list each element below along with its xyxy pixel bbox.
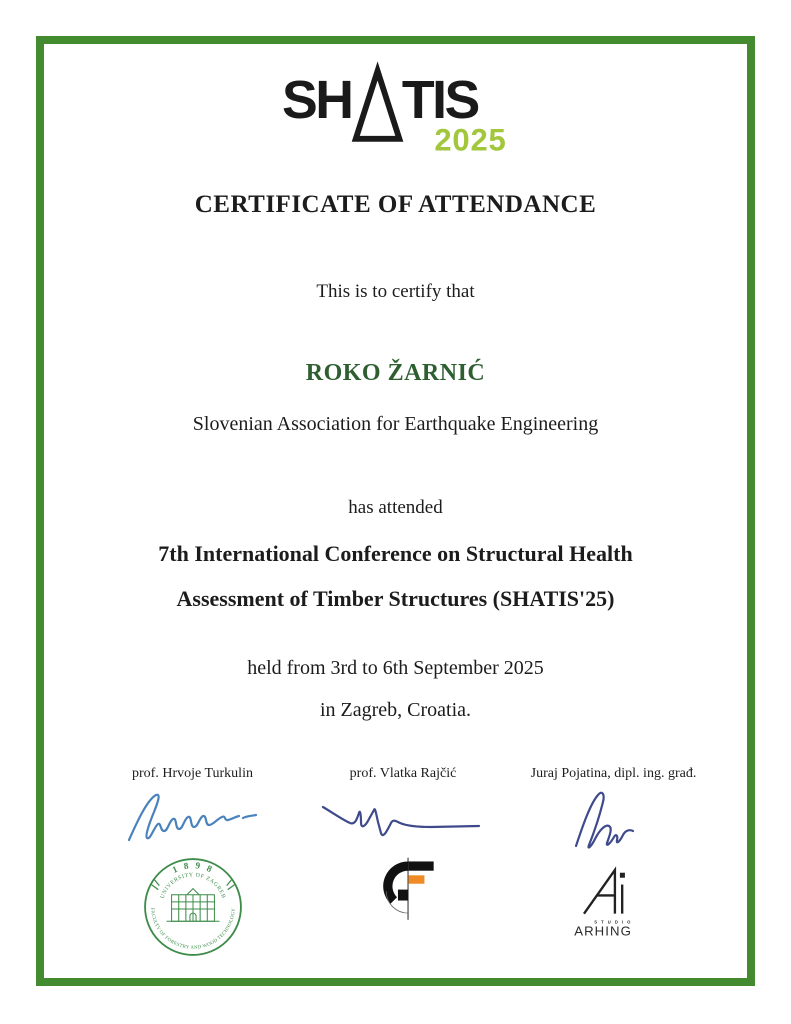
signatory-column-rajcic [301, 766, 506, 968]
faculty-civil-engineering-gf-logo [301, 856, 506, 968]
arhing-ai-monogram-icon [584, 870, 622, 914]
conference-title-line1: 7th International Conference on Structural Health [158, 541, 633, 566]
location-line: in Zagreb, Croatia. [319, 699, 472, 721]
recipient-name: ROKO ŽARNIĆ [305, 360, 486, 386]
studio-arhing-logo [511, 856, 716, 968]
logo-year: 2025 [433, 122, 507, 158]
recipient-affiliation: Slovenian Association for Earthquake Engineering [192, 413, 599, 435]
arhing-studio-text: S T U D I O [593, 919, 632, 925]
shatis-logo-graphic [282, 62, 510, 162]
signature-rajcic [301, 782, 506, 856]
logo-triangle-a-icon [355, 71, 399, 139]
signature-stroke-icon [319, 793, 487, 845]
logo-text-sh: SH [281, 69, 351, 130]
signature-stroke-icon [123, 788, 263, 850]
signatory-name: Juraj Pojatina, dipl. ing. građ. [530, 766, 697, 781]
signatory-column-turkulin [90, 766, 295, 968]
arhing-name-text: ARHING [573, 923, 632, 939]
signatory-column-pojatina [511, 766, 716, 968]
certify-line: This is to certify that [316, 281, 475, 302]
arhing-logo-icon [564, 856, 664, 944]
logo-text-tis: TIS [401, 69, 478, 130]
shatis-logo [0, 62, 791, 167]
certificate-title: CERTIFICATE OF ATTENDANCE [194, 191, 597, 218]
signature-turkulin [90, 782, 295, 856]
signatory-name: prof. Hrvoje Turkulin [132, 766, 253, 781]
conference-title-line2: Assessment of Timber Structures (SHATIS'25) [176, 586, 615, 611]
signatory-name: prof. Vlatka Rajčić [349, 766, 457, 781]
university-zagreb-forestry-seal [90, 856, 295, 968]
signature-pojatina [511, 782, 716, 856]
date-line: held from 3rd to 6th September 2025 [247, 657, 544, 679]
seal-top-text: UNIVERSITY OF ZAGREB [159, 872, 226, 900]
seal-year: 1 8 9 8 [170, 860, 215, 875]
seal-bottom-text: FACULTY OF FORESTRY AND WOOD TECHNOLOGY [148, 907, 237, 951]
gf-logo-icon [361, 856, 445, 940]
signature-stroke-icon [558, 788, 670, 850]
signature-row [90, 766, 716, 968]
conference-title [0, 531, 791, 621]
forestry-seal-icon [142, 856, 244, 958]
attended-line: has attended [348, 497, 443, 518]
seal-building-icon [166, 889, 219, 922]
